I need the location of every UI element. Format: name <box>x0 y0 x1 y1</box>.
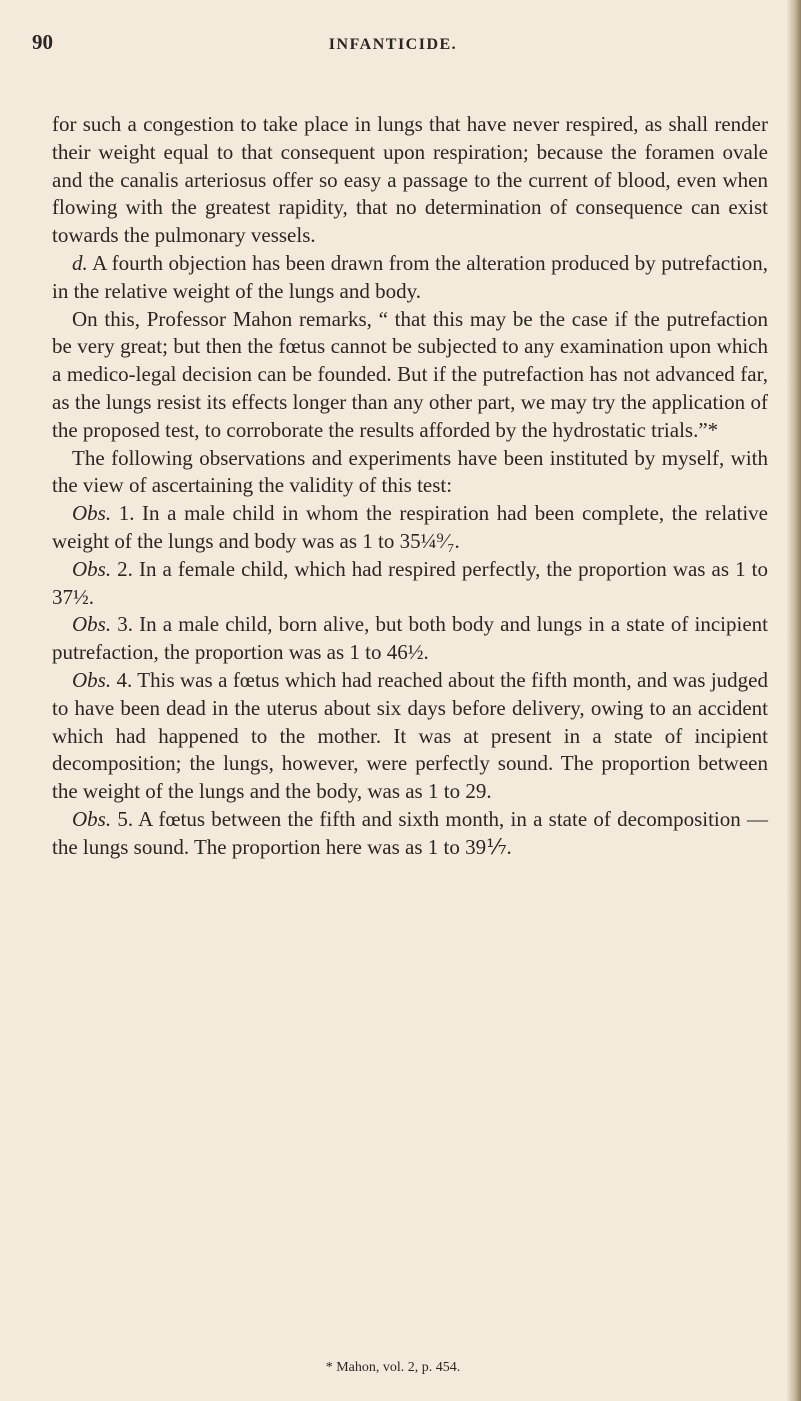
observation-label: Obs. <box>72 501 112 526</box>
paragraph-objection-d <box>52 250 768 306</box>
paragraph-text: The following observations and experiments have been instituted by myself, with the view of ascertaining the validity of this test: <box>52 445 768 498</box>
observation-3 <box>52 611 768 667</box>
paragraph-text: A fourth objection has been drawn from the alteration produced by putrefaction, in the relative weight of the lungs and body. <box>52 250 768 303</box>
paragraph-continuation <box>52 111 768 250</box>
running-head: INFANTICIDE. <box>328 36 458 53</box>
observation-label: Obs. <box>72 667 112 692</box>
paragraph-text: 3. In a male child, born alive, but both body and lungs in a state of incipient putrefaction, the proportion was as 1 to 46½. <box>52 612 768 665</box>
observation-label: Obs. <box>72 612 112 637</box>
paragraph-text: 1. In a male child in whom the respiration had been complete, the relative weight of the lungs and body was as 1 to 35¼⁹⁄₇. <box>52 501 768 553</box>
observation-label: Obs. <box>72 556 112 581</box>
paragraph-text: 4. This was a fœtus which had reached about the fifth month, and was judged to have been dead in the uterus about six days before delivery, owing to an accident which had happened to the mother. It was at present in a state of incipient decomposition; the lungs, however, were perfectly sound. The proportion between the weight of the lungs and the body, was as 1 to 29. <box>52 667 768 804</box>
observation-label: Obs. <box>72 806 112 831</box>
body-text <box>52 111 768 862</box>
objection-label: d. <box>72 250 88 275</box>
footnote: * Mahon, vol. 2, p. 454. <box>325 1360 461 1375</box>
paragraph-text: for such a congestion to take place in lungs that have never respired, as shall render their weight equal to that consequent upon respiration; because the foramen ovale and the canalis arteriosus offer so easy a passage to the current of blood, even when flowing with the greatest rapidity, that no determination of consequence can exist towards the pulmonary vessels. <box>52 112 768 248</box>
paragraph-text: 2. In a female child, which had respired perfectly, the proportion was as 1 to 37½. <box>52 556 768 609</box>
observation-2 <box>52 556 768 612</box>
observation-5 <box>52 806 768 862</box>
paragraph-experiments-intro <box>52 445 768 501</box>
paragraph-mahon-quote <box>52 306 768 445</box>
page-edge-shadow <box>787 0 801 1401</box>
observation-1 <box>52 500 768 556</box>
page-number: 90 <box>32 30 53 54</box>
paragraph-text: 5. A fœtus between the fifth and sixth month, in a state of decomposition — the lungs sound. The proportion here was as 1 to 39⅐. <box>52 806 768 859</box>
paragraph-text: On this, Professor Mahon remarks, “ that this may be the case if the putrefaction be very great; but then the fœtus cannot be subjected to any examination upon which a medico-legal decision can be founded. But if the putrefaction has not advanced far, as the lungs resist its effects longer than any other part, we may try the application of the proposed test, to corroborate the results afforded by the hydrostatic trials.”* <box>52 306 768 442</box>
observation-4 <box>52 667 768 806</box>
